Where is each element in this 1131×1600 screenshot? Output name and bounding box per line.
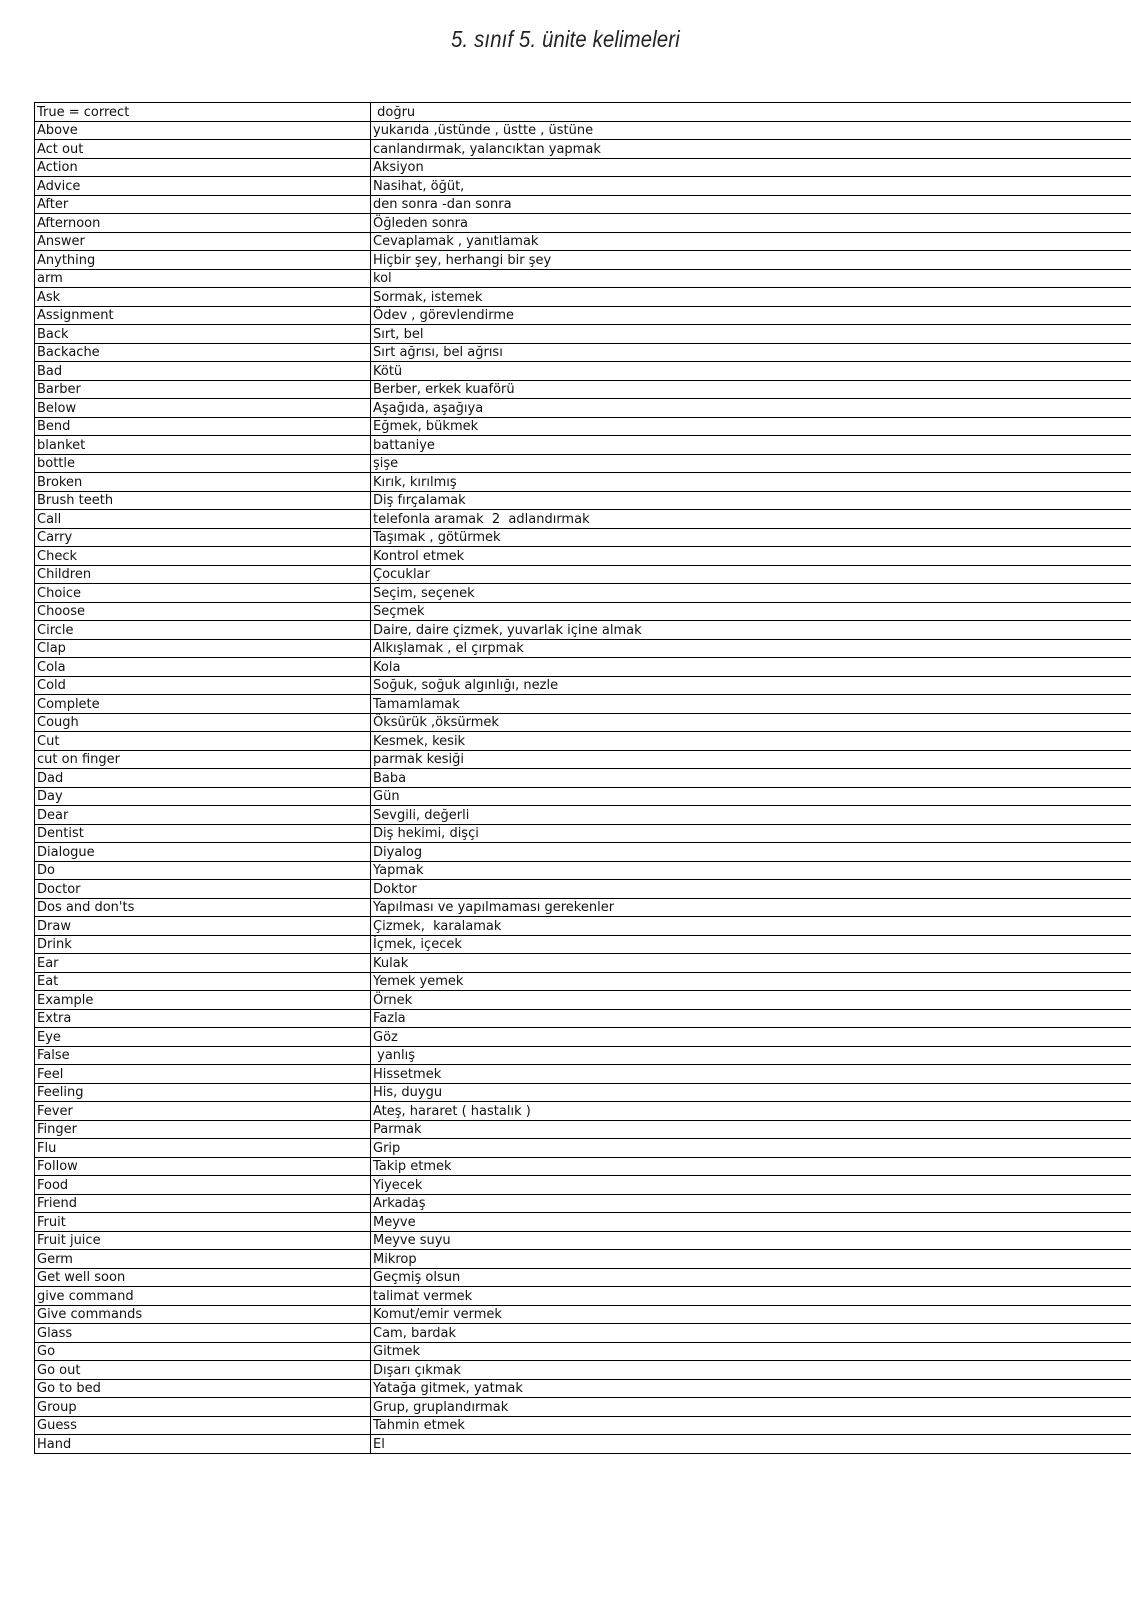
english-word-cell: True = correct [35, 103, 371, 122]
turkish-meaning-cell: Hissetmek [371, 1065, 1131, 1084]
english-word-cell: Backache [35, 343, 371, 362]
vocabulary-table [34, 102, 1131, 1454]
table-row [35, 880, 1131, 899]
turkish-meaning-cell: Dışarı çıkmak [371, 1361, 1131, 1380]
turkish-meaning-cell: Takip etmek [371, 1157, 1131, 1176]
table-row [35, 769, 1131, 788]
table-row [35, 103, 1131, 122]
english-word-cell: blanket [35, 436, 371, 455]
turkish-meaning-cell: kol [371, 269, 1131, 288]
turkish-meaning-cell: parmak kesiği [371, 750, 1131, 769]
table-row [35, 1231, 1131, 1250]
english-word-cell: Call [35, 510, 371, 529]
table-row [35, 917, 1131, 936]
english-word-cell: Cough [35, 713, 371, 732]
table-row [35, 898, 1131, 917]
turkish-meaning-cell: Yapmak [371, 861, 1131, 880]
turkish-meaning-cell: Sevgili, değerli [371, 806, 1131, 825]
turkish-meaning-cell: Sormak, istemek [371, 288, 1131, 307]
english-word-cell: Act out [35, 140, 371, 159]
table-row [35, 454, 1131, 473]
english-word-cell: bottle [35, 454, 371, 473]
english-word-cell: Guess [35, 1416, 371, 1435]
table-row [35, 510, 1131, 529]
turkish-meaning-cell: His, duygu [371, 1083, 1131, 1102]
english-word-cell: Hand [35, 1435, 371, 1454]
table-row [35, 1268, 1131, 1287]
english-word-cell: Extra [35, 1009, 371, 1028]
turkish-meaning-cell: Çizmek, karalamak [371, 917, 1131, 936]
turkish-meaning-cell: telefonla aramak 2 adlandırmak [371, 510, 1131, 529]
english-word-cell: Cut [35, 732, 371, 751]
english-word-cell: Ear [35, 954, 371, 973]
english-word-cell: Broken [35, 473, 371, 492]
table-row [35, 1157, 1131, 1176]
table-row [35, 251, 1131, 270]
english-word-cell: Dialogue [35, 843, 371, 862]
table-row [35, 843, 1131, 862]
english-word-cell: arm [35, 269, 371, 288]
turkish-meaning-cell: Kulak [371, 954, 1131, 973]
table-row [35, 1250, 1131, 1269]
turkish-meaning-cell: doğru [371, 103, 1131, 122]
table-row [35, 1102, 1131, 1121]
table-row [35, 214, 1131, 233]
table-row [35, 1028, 1131, 1047]
turkish-meaning-cell: Kesmek, kesik [371, 732, 1131, 751]
table-row [35, 288, 1131, 307]
turkish-meaning-cell: Nasihat, öğüt, [371, 177, 1131, 196]
english-word-cell: Get well soon [35, 1268, 371, 1287]
table-row [35, 676, 1131, 695]
turkish-meaning-cell: Seçmek [371, 602, 1131, 621]
table-row [35, 1379, 1131, 1398]
english-word-cell: give command [35, 1287, 371, 1306]
turkish-meaning-cell: yanlış [371, 1046, 1131, 1065]
turkish-meaning-cell: Yatağa gitmek, yatmak [371, 1379, 1131, 1398]
turkish-meaning-cell: Yiyecek [371, 1176, 1131, 1195]
english-word-cell: Above [35, 121, 371, 140]
english-word-cell: Check [35, 547, 371, 566]
table-row [35, 991, 1131, 1010]
table-row [35, 1361, 1131, 1380]
table-row [35, 140, 1131, 159]
table-row [35, 954, 1131, 973]
table-row [35, 1305, 1131, 1324]
english-word-cell: Germ [35, 1250, 371, 1269]
turkish-meaning-cell: Mikrop [371, 1250, 1131, 1269]
table-row [35, 417, 1131, 436]
english-word-cell: Go to bed [35, 1379, 371, 1398]
turkish-meaning-cell: Kötü [371, 362, 1131, 381]
page-title: 5. sınıf 5. ünite kelimeleri [451, 26, 680, 52]
turkish-meaning-cell: Kola [371, 658, 1131, 677]
english-word-cell: Back [35, 325, 371, 344]
english-word-cell: After [35, 195, 371, 214]
table-row [35, 473, 1131, 492]
turkish-meaning-cell: Tamamlamak [371, 695, 1131, 714]
table-row [35, 343, 1131, 362]
table-row [35, 1139, 1131, 1158]
english-word-cell: Ask [35, 288, 371, 307]
table-row [35, 1120, 1131, 1139]
english-word-cell: Bad [35, 362, 371, 381]
table-row [35, 177, 1131, 196]
turkish-meaning-cell: Aksiyon [371, 158, 1131, 177]
english-word-cell: Fruit juice [35, 1231, 371, 1250]
english-word-cell: Cola [35, 658, 371, 677]
turkish-meaning-cell: şişe [371, 454, 1131, 473]
table-row [35, 1083, 1131, 1102]
turkish-meaning-cell: Seçim, seçenek [371, 584, 1131, 603]
turkish-meaning-cell: Soğuk, soğuk algınlığı, nezle [371, 676, 1131, 695]
table-row [35, 1009, 1131, 1028]
turkish-meaning-cell: Arkadaş [371, 1194, 1131, 1213]
table-row [35, 399, 1131, 418]
turkish-meaning-cell: Grup, gruplandırmak [371, 1398, 1131, 1417]
table-row [35, 1065, 1131, 1084]
english-word-cell: Circle [35, 621, 371, 640]
turkish-meaning-cell: Baba [371, 769, 1131, 788]
table-row [35, 639, 1131, 658]
table-row [35, 602, 1131, 621]
turkish-meaning-cell: Örnek [371, 991, 1131, 1010]
english-word-cell: Draw [35, 917, 371, 936]
english-word-cell: Bend [35, 417, 371, 436]
english-word-cell: Go out [35, 1361, 371, 1380]
turkish-meaning-cell: Öğleden sonra [371, 214, 1131, 233]
english-word-cell: Dear [35, 806, 371, 825]
table-row [35, 787, 1131, 806]
english-word-cell: Drink [35, 935, 371, 954]
english-word-cell: Choose [35, 602, 371, 621]
table-row [35, 806, 1131, 825]
table-row [35, 1435, 1131, 1454]
english-word-cell: Give commands [35, 1305, 371, 1324]
english-word-cell: Go [35, 1342, 371, 1361]
turkish-meaning-cell: Cam, bardak [371, 1324, 1131, 1343]
turkish-meaning-cell: El [371, 1435, 1131, 1454]
table-row [35, 491, 1131, 510]
table-row [35, 861, 1131, 880]
turkish-meaning-cell: Meyve [371, 1213, 1131, 1232]
english-word-cell: Complete [35, 695, 371, 714]
turkish-meaning-cell: Gitmek [371, 1342, 1131, 1361]
turkish-meaning-cell: Sırt, bel [371, 325, 1131, 344]
table-row [35, 935, 1131, 954]
table-row [35, 658, 1131, 677]
table-row [35, 1287, 1131, 1306]
turkish-meaning-cell: Yapılması ve yapılmaması gerekenler [371, 898, 1131, 917]
turkish-meaning-cell: Tahmin etmek [371, 1416, 1131, 1435]
english-word-cell: Choice [35, 584, 371, 603]
english-word-cell: Food [35, 1176, 371, 1195]
english-word-cell: cut on finger [35, 750, 371, 769]
turkish-meaning-cell: Cevaplamak , yanıtlamak [371, 232, 1131, 251]
table-row [35, 158, 1131, 177]
table-row [35, 1176, 1131, 1195]
english-word-cell: Clap [35, 639, 371, 658]
table-row [35, 824, 1131, 843]
table-row [35, 269, 1131, 288]
english-word-cell: Fever [35, 1102, 371, 1121]
english-word-cell: Example [35, 991, 371, 1010]
turkish-meaning-cell: Kırık, kırılmış [371, 473, 1131, 492]
turkish-meaning-cell: yukarıda ,üstünde , üstte , üstüne [371, 121, 1131, 140]
turkish-meaning-cell: Daire, daire çizmek, yuvarlak içine almak [371, 621, 1131, 640]
turkish-meaning-cell: battaniye [371, 436, 1131, 455]
english-word-cell: Answer [35, 232, 371, 251]
english-word-cell: Cold [35, 676, 371, 695]
table-row [35, 325, 1131, 344]
english-word-cell: Eye [35, 1028, 371, 1047]
turkish-meaning-cell: Öksürük ,öksürmek [371, 713, 1131, 732]
english-word-cell: Brush teeth [35, 491, 371, 510]
english-word-cell: False [35, 1046, 371, 1065]
turkish-meaning-cell: Ateş, hararet ( hastalık ) [371, 1102, 1131, 1121]
turkish-meaning-cell: Parmak [371, 1120, 1131, 1139]
turkish-meaning-cell: Hiçbir şey, herhangi bir şey [371, 251, 1131, 270]
english-word-cell: Finger [35, 1120, 371, 1139]
turkish-meaning-cell: İçmek, içecek [371, 935, 1131, 954]
turkish-meaning-cell: Eğmek, bükmek [371, 417, 1131, 436]
turkish-meaning-cell: Ödev , görevlendirme [371, 306, 1131, 325]
english-word-cell: Dentist [35, 824, 371, 843]
table-row [35, 306, 1131, 325]
table-row [35, 528, 1131, 547]
table-row [35, 695, 1131, 714]
english-word-cell: Advice [35, 177, 371, 196]
english-word-cell: Anything [35, 251, 371, 270]
english-word-cell: Barber [35, 380, 371, 399]
turkish-meaning-cell: Kontrol etmek [371, 547, 1131, 566]
english-word-cell: Doctor [35, 880, 371, 899]
turkish-meaning-cell: talimat vermek [371, 1287, 1131, 1306]
vocabulary-table-body [35, 103, 1131, 1454]
english-word-cell: Flu [35, 1139, 371, 1158]
turkish-meaning-cell: Meyve suyu [371, 1231, 1131, 1250]
table-row [35, 1194, 1131, 1213]
english-word-cell: Fruit [35, 1213, 371, 1232]
turkish-meaning-cell: Yemek yemek [371, 972, 1131, 991]
turkish-meaning-cell: Sırt ağrısı, bel ağrısı [371, 343, 1131, 362]
english-word-cell: Dad [35, 769, 371, 788]
turkish-meaning-cell: Çocuklar [371, 565, 1131, 584]
table-row [35, 1342, 1131, 1361]
turkish-meaning-cell: Berber, erkek kuaförü [371, 380, 1131, 399]
table-row [35, 380, 1131, 399]
table-row [35, 584, 1131, 603]
english-word-cell: Carry [35, 528, 371, 547]
turkish-meaning-cell: Alkışlamak , el çırpmak [371, 639, 1131, 658]
turkish-meaning-cell: Diyalog [371, 843, 1131, 862]
table-row [35, 750, 1131, 769]
english-word-cell: Group [35, 1398, 371, 1417]
english-word-cell: Glass [35, 1324, 371, 1343]
table-row [35, 436, 1131, 455]
english-word-cell: Dos and don'ts [35, 898, 371, 917]
turkish-meaning-cell: Aşağıda, aşağıya [371, 399, 1131, 418]
turkish-meaning-cell: Diş fırçalamak [371, 491, 1131, 510]
turkish-meaning-cell: Komut/emir vermek [371, 1305, 1131, 1324]
table-row [35, 732, 1131, 751]
english-word-cell: Below [35, 399, 371, 418]
table-row [35, 1324, 1131, 1343]
english-word-cell: Action [35, 158, 371, 177]
english-word-cell: Feel [35, 1065, 371, 1084]
english-word-cell: Feeling [35, 1083, 371, 1102]
english-word-cell: Assignment [35, 306, 371, 325]
table-row [35, 565, 1131, 584]
english-word-cell: Day [35, 787, 371, 806]
turkish-meaning-cell: Göz [371, 1028, 1131, 1047]
turkish-meaning-cell: Fazla [371, 1009, 1131, 1028]
table-row [35, 547, 1131, 566]
table-row [35, 1213, 1131, 1232]
turkish-meaning-cell: canlandırmak, yalancıktan yapmak [371, 140, 1131, 159]
table-row [35, 121, 1131, 140]
english-word-cell: Afternoon [35, 214, 371, 233]
turkish-meaning-cell: Taşımak , götürmek [371, 528, 1131, 547]
turkish-meaning-cell: Geçmiş olsun [371, 1268, 1131, 1287]
english-word-cell: Children [35, 565, 371, 584]
turkish-meaning-cell: Gün [371, 787, 1131, 806]
table-row [35, 1046, 1131, 1065]
english-word-cell: Eat [35, 972, 371, 991]
table-row [35, 362, 1131, 381]
table-row [35, 195, 1131, 214]
english-word-cell: Friend [35, 1194, 371, 1213]
english-word-cell: Follow [35, 1157, 371, 1176]
turkish-meaning-cell: Diş hekimi, dişçi [371, 824, 1131, 843]
english-word-cell: Do [35, 861, 371, 880]
table-row [35, 1416, 1131, 1435]
turkish-meaning-cell: den sonra -dan sonra [371, 195, 1131, 214]
table-row [35, 1398, 1131, 1417]
table-row [35, 621, 1131, 640]
turkish-meaning-cell: Doktor [371, 880, 1131, 899]
table-row [35, 713, 1131, 732]
table-row [35, 972, 1131, 991]
turkish-meaning-cell: Grip [371, 1139, 1131, 1158]
table-row [35, 232, 1131, 251]
